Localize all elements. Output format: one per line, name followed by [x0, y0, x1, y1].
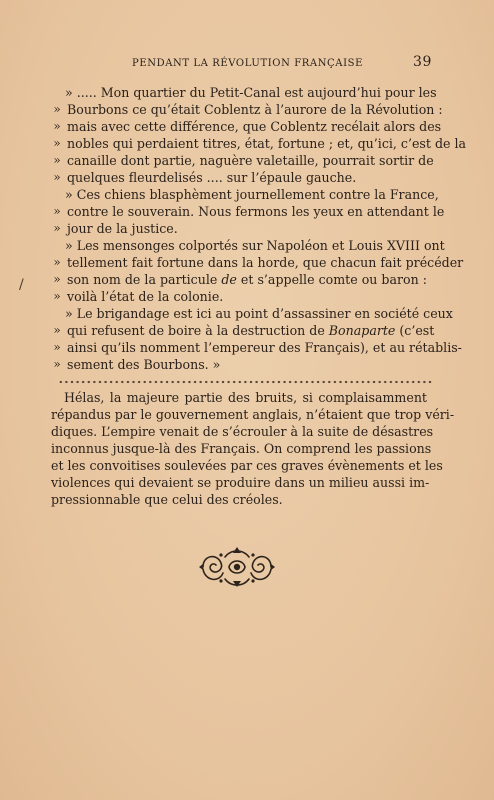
quote-line — [0, 288, 494, 305]
italic-word: Bonaparte — [328, 323, 396, 338]
guillemet: » — [53, 255, 61, 269]
body-text: Hélas, la majeure partie des bruits, si complaisamment — [64, 390, 427, 405]
guillemet: » — [53, 221, 61, 235]
page-number: 39 — [412, 54, 432, 70]
body-text: diques. L’empire venait de s’écrouler à la suite de désastres — [51, 424, 434, 439]
guillemet: » — [53, 170, 61, 184]
running-title: PENDANT LA RÉVOLUTION FRANÇAISE — [132, 58, 364, 69]
body-line — [0, 440, 494, 457]
quote-line — [0, 339, 494, 356]
quote-text: Bourbons ce qu’était Coblentz à l’aurore de la Révolution : — [67, 102, 443, 117]
quote-line — [0, 322, 494, 339]
guillemet: » — [53, 323, 61, 337]
quote-line — [0, 118, 494, 135]
quote-line — [0, 356, 494, 373]
quote-text: » ..... Mon quartier du Petit-Canal est aujourd’hui pour les — [65, 85, 437, 100]
guillemet: » — [53, 153, 61, 167]
quote-text: quelques fleurdelisés .... sur l’épaule gauche. — [67, 170, 357, 185]
quote-text: jour de la justice. — [67, 221, 178, 236]
quote-line — [0, 135, 494, 152]
quote-text: contre le souverain. Nous fermons les yeux en attendant le — [67, 204, 445, 219]
quote-line — [0, 271, 494, 288]
quote-text: » Ces chiens blasphèment journellement contre la France, — [65, 187, 439, 202]
quote-text-part: et s’appelle comte ou baron : — [236, 272, 427, 287]
italic-word: de — [221, 272, 237, 287]
quote-line — [0, 186, 494, 203]
quote-text: voilà l’état de la colonie. — [67, 289, 224, 304]
body-text: et les convoitises soulevées par ces graves évènements et les — [51, 458, 443, 473]
body-text: violences qui devaient se produire dans un milieu aussi im- — [51, 475, 430, 490]
body-line — [0, 423, 494, 440]
quote-text: nobles qui perdaient titres, état, fortune ; et, qu’ici, c’est de la — [67, 136, 466, 151]
guillemet: » — [53, 289, 61, 303]
quote-line — [0, 237, 494, 254]
quote-line — [0, 203, 494, 220]
body-text: pressionnable que celui des créoles. — [51, 492, 283, 507]
quote-text — [67, 271, 427, 288]
body-line — [0, 457, 494, 474]
body-line — [0, 474, 494, 491]
quote-text-part: (c’est — [395, 323, 435, 338]
quote-line — [0, 254, 494, 271]
quote-line — [0, 169, 494, 186]
quote-line — [0, 84, 494, 101]
quote-text: » Les mensonges colportés sur Napoléon et Louis XVIII ont — [65, 238, 445, 253]
quote-text: ainsi qu’ils nomment l’empereur des Français), et au rétablis- — [67, 340, 462, 355]
quote-text-part: son nom de la particule — [67, 272, 222, 287]
quote-text: tellement fait fortune dans la horde, que chacun fait précéder — [67, 255, 464, 270]
body-line — [0, 389, 494, 406]
guillemet: » — [53, 357, 61, 371]
guillemet: » — [53, 272, 61, 286]
quote-line — [0, 305, 494, 322]
floral-tailpiece-ornament-icon — [197, 545, 277, 589]
quote-line — [0, 152, 494, 169]
guillemet: » — [53, 136, 61, 150]
body-text: répandus par le gouvernement anglais, n’étaient que trop véri- — [51, 407, 455, 422]
quote-text-part: qui refusent de boire à la destruction de — [67, 323, 329, 338]
quote-text: sement des Bourbons. » — [67, 357, 221, 372]
quote-text: mais avec cette différence, que Coblentz recélait alors des — [67, 119, 442, 134]
margin-mark: / — [19, 277, 24, 293]
dotted-rule — [58, 379, 434, 385]
quote-text: canaille dont partie, naguère valetaille, pourrait sortir de — [67, 153, 434, 168]
quote-line — [0, 220, 494, 237]
body-text: inconnus jusque-là des Français. On comprend les passions — [51, 441, 432, 456]
guillemet: » — [53, 340, 61, 354]
guillemet: » — [53, 102, 61, 116]
body-line — [0, 406, 494, 423]
quote-line — [0, 101, 494, 118]
guillemet: » — [53, 119, 61, 133]
quote-text — [67, 322, 435, 339]
quote-text: » Le brigandage est ici au point d’assassiner en société ceux — [65, 306, 453, 321]
body-line — [0, 491, 494, 508]
guillemet: » — [53, 204, 61, 218]
